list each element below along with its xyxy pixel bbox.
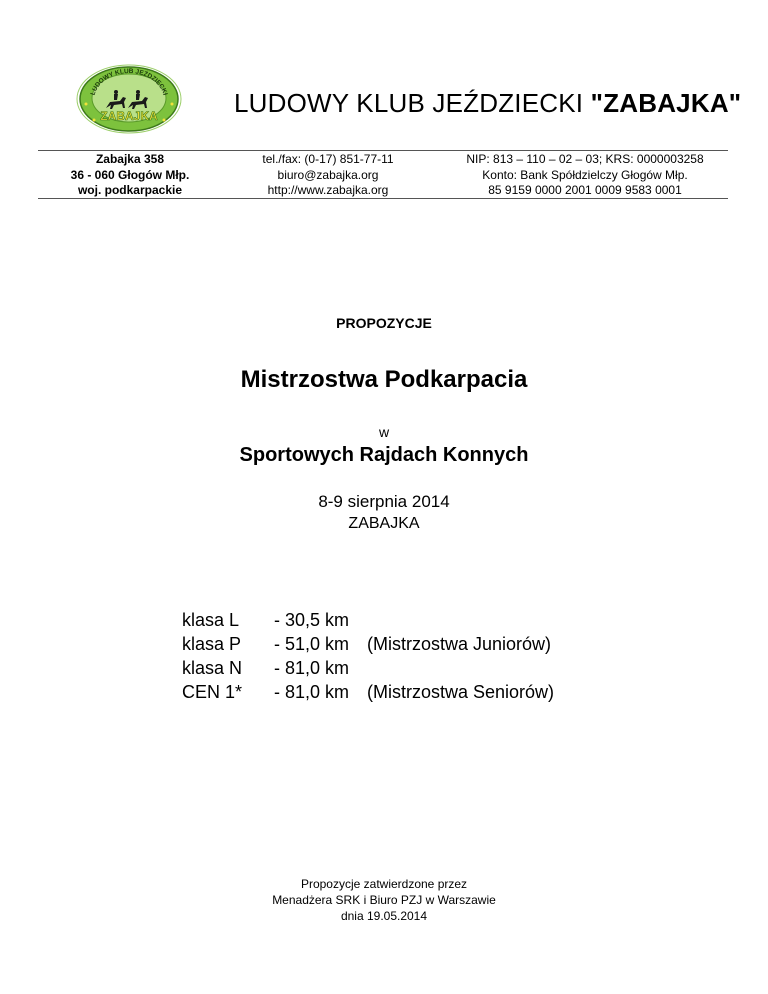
website-link[interactable]: http://www.zabajka.org	[267, 183, 389, 197]
club-title-plain: LUDOWY KLUB JEŹDZIECKI	[234, 88, 591, 118]
header-rule-bottom	[38, 198, 728, 199]
footer-line: Menadżera SRK i Biuro PZJ w Warszawie	[272, 893, 496, 907]
address-line: Zabajka 358	[95, 152, 165, 166]
class-distance: - 81,0 km	[274, 682, 350, 702]
event-date: 8-9 sierpnia 2014	[318, 492, 450, 511]
event-place: ZABAJKA	[348, 515, 420, 532]
approval-footer	[0, 876, 768, 924]
logo-arc-text: LUDOWY KLUB JEŹDZIECKI	[89, 67, 169, 97]
contact-block	[228, 152, 428, 199]
email-link[interactable]: biuro@zabajka.org	[277, 167, 379, 182]
account-number-line: 85 9159 0000 2001 0009 9583 0001	[488, 183, 682, 197]
address-line: woj. podkarpackie	[77, 183, 183, 197]
club-title	[234, 88, 741, 119]
club-title-bold: "ZABAJKA"	[590, 88, 742, 118]
class-note: (Mistrzostwa Seniorów)	[367, 682, 555, 702]
doc-subtitle: Sportowych Rajdach Konnych	[239, 444, 529, 466]
doc-heading: PROPOZYCJE	[336, 315, 432, 331]
logo-brand-text: ZABAJKA	[100, 109, 158, 123]
doc-title: Mistrzostwa Podkarpacia	[240, 366, 528, 393]
class-distance: - 81,0 km	[274, 658, 350, 678]
bank-block	[440, 152, 730, 199]
class-distance: - 51,0 km	[274, 634, 350, 654]
club-logo	[76, 64, 182, 134]
footer-line: dnia 19.05.2014	[340, 909, 428, 923]
bank-name-line: Konto: Bank Spółdzielczy Głogów Młp.	[482, 167, 688, 182]
doc-connector: w	[378, 424, 390, 440]
class-name: klasa L	[182, 610, 240, 630]
header-rule-top	[38, 150, 728, 151]
class-name: klasa N	[182, 658, 243, 678]
address-block	[40, 152, 220, 199]
address-line: 36 - 060 Głogów Młp.	[70, 167, 190, 182]
footer-line: Propozycje zatwierdzone przez	[300, 877, 468, 891]
class-distance: - 30,5 km	[274, 610, 350, 630]
class-name: CEN 1*	[182, 682, 243, 702]
tax-line: NIP: 813 – 110 – 02 – 03; KRS: 0000003258	[466, 152, 704, 166]
class-note: (Mistrzostwa Juniorów)	[367, 634, 552, 654]
phone-line: tel./fax: (0-17) 851-77-11	[262, 152, 394, 166]
class-name: klasa P	[182, 634, 242, 654]
